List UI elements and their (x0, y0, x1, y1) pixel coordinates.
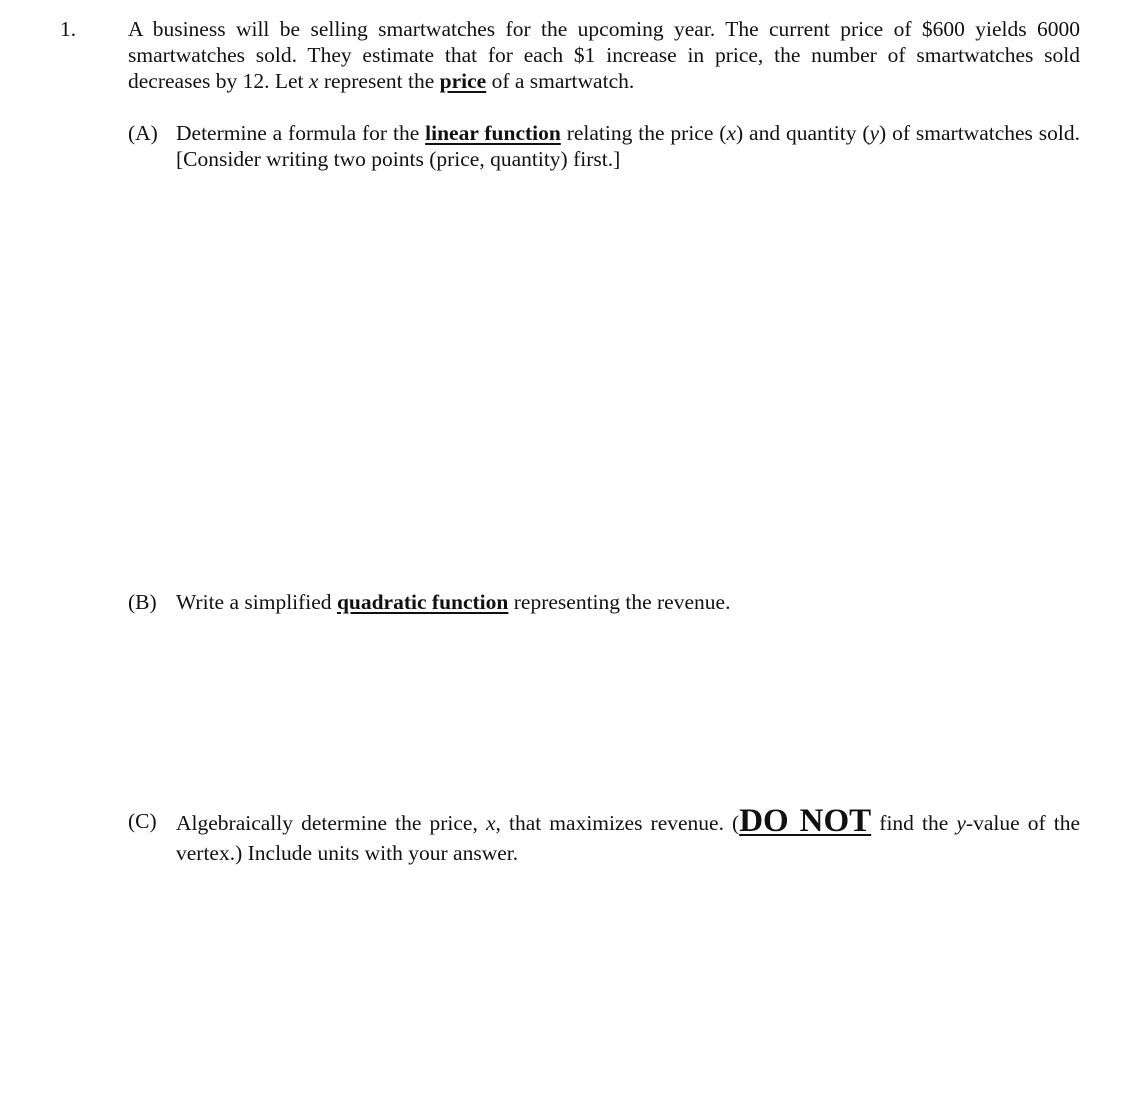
part-a-var-x: x (726, 121, 736, 145)
part-b (128, 589, 1080, 615)
part-b-text-2: representing the revenue. (508, 590, 731, 614)
question-number: 1. (60, 17, 77, 41)
part-c-text-4: -value of the vertex.) Include units with your answer. (176, 811, 1081, 865)
part-a-text-1: Determine a formula for the (176, 121, 426, 145)
part-c-text-3: find the (871, 811, 957, 835)
intro-text-2: represent the (318, 69, 440, 93)
part-b-text-1: Write a simplified (176, 590, 337, 614)
part-c-emph-do-not: DO NOT (739, 803, 872, 839)
part-a (128, 120, 1080, 172)
part-b-text (176, 589, 1080, 615)
intro-text-1: A business will be selling smartwatches for the upcoming year. The current price of $600 yields 6000 smartwatches sold. They estimate that for each $1 increase in price, the number of smartwatches sold decreases by 12. Let (128, 17, 1080, 93)
part-a-var-y: y (869, 121, 880, 145)
part-c-var-x: x (485, 811, 496, 835)
part-a-emph: linear function (425, 121, 561, 145)
intro-var-x: x (308, 69, 319, 93)
part-b-emph: quadratic function (336, 590, 509, 614)
part-b-label: (B) (128, 590, 157, 614)
part-c (128, 803, 1081, 868)
part-c-label: (C) (128, 809, 157, 833)
part-a-text-2: relating the price ( (560, 121, 727, 145)
part-a-text (176, 120, 1080, 172)
part-c-text-2: , that maximizes revenue. ( (495, 811, 740, 835)
part-a-text-4: ) of smartwatches sold. [Consider writing two points (price, quantity) first.] (176, 121, 1081, 171)
part-c-text-1: Algebraically determine the price, (176, 811, 486, 835)
part-a-text-3: ) and quantity ( (736, 121, 870, 145)
part-c-var-y: y (956, 811, 966, 835)
part-c-text (176, 803, 1081, 868)
intro-text-3: of a smartwatch. (486, 69, 635, 93)
part-a-label: (A) (128, 121, 158, 145)
question-intro (128, 16, 1080, 94)
intro-emph-price: price (439, 69, 487, 93)
